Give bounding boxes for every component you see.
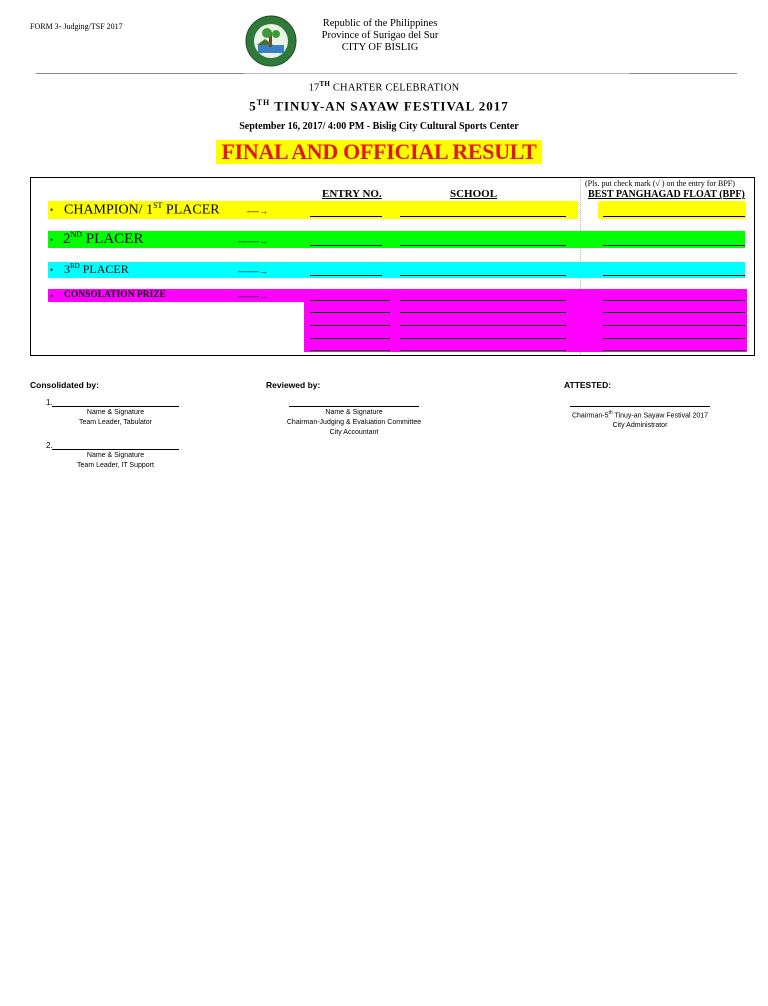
second-arrow: -------→ xyxy=(238,236,268,246)
consolation-bpf-field-5[interactable] xyxy=(603,350,745,351)
champion-school-field[interactable] xyxy=(400,216,566,217)
bpf-note: (Pls. put check mark (√ ) on the entry for BPF) xyxy=(585,179,735,188)
second-label-sup: ND xyxy=(70,230,83,239)
third-arrow: -------→ xyxy=(238,266,268,276)
third-school-field[interactable] xyxy=(400,275,566,276)
header-divider-left xyxy=(36,73,244,74)
second-school-field[interactable] xyxy=(400,245,566,246)
consolation-school-field-1[interactable] xyxy=(400,300,566,301)
consolation-block xyxy=(304,289,747,352)
reviewer-role-2: City Accountant xyxy=(329,429,379,436)
attested-label: ATTESTED: xyxy=(564,380,612,390)
consolation-bpf-field-3[interactable] xyxy=(603,325,745,326)
champion-bpf-field[interactable] xyxy=(603,216,745,217)
champion-label xyxy=(64,201,220,219)
festival-title xyxy=(0,98,758,114)
signatory-1-number: 1. xyxy=(46,398,53,407)
third-entry-field[interactable] xyxy=(310,275,382,276)
consolation-bullet: • xyxy=(50,291,54,301)
attester-role-2: City Administrator xyxy=(612,422,668,430)
consolation-school-field-5[interactable] xyxy=(400,350,566,351)
consolation-entry-field-4[interactable] xyxy=(310,338,390,339)
attester-role-1 xyxy=(550,408,730,421)
consolation-school-field-3[interactable] xyxy=(400,325,566,326)
header-divider-right xyxy=(630,73,737,74)
reviewer-caption xyxy=(264,408,444,438)
attester-role-1-post: Tinuy-an Sayaw Festival 2017 xyxy=(612,412,709,420)
attester-role-1-pre: Chairman-5 xyxy=(571,412,609,420)
third-label-main: 3 xyxy=(64,262,70,276)
attester-line[interactable] xyxy=(570,406,710,407)
signatory-2-line[interactable] xyxy=(52,449,179,450)
consolation-school-field-4[interactable] xyxy=(400,338,566,339)
third-bpf-field[interactable] xyxy=(603,275,745,276)
third-label-sup: RD xyxy=(70,262,80,270)
signatory-1-line[interactable] xyxy=(52,406,179,407)
charter-suffix: TH xyxy=(319,80,331,88)
festival-suffix: TH xyxy=(256,98,271,107)
second-bpf-field[interactable] xyxy=(603,245,745,246)
signatory-1-caption xyxy=(52,408,179,428)
government-header xyxy=(300,18,460,54)
champion-bullet: • xyxy=(50,205,54,215)
reviewed-by-label: Reviewed by: xyxy=(266,380,321,390)
festival-number: 5 xyxy=(249,98,257,114)
second-label-main: 2 xyxy=(63,231,71,247)
festival-text: TINUY-AN SAYAW FESTIVAL 2017 xyxy=(274,98,509,114)
charter-number: 17 xyxy=(308,82,320,94)
champion-arrow: ----→ xyxy=(247,206,268,216)
signatory-2-role: Team Leader, IT Support xyxy=(77,462,154,469)
form-code: FORM 3- Judging/TSF 2017 xyxy=(30,22,123,31)
charter-text: CHARTER CELEBRATION xyxy=(332,82,460,94)
reviewer-role-1: Chairman-Judging & Evaluation Committee xyxy=(286,419,422,426)
consolation-entry-field-3[interactable] xyxy=(310,325,390,326)
signatory-1-name: Name & Signature xyxy=(86,409,145,416)
province-line: Province of Surigao del Sur xyxy=(321,30,439,41)
second-label-rest: PLACER xyxy=(82,231,144,247)
champion-entry-field[interactable] xyxy=(310,216,382,217)
second-label xyxy=(63,230,143,248)
attester-caption xyxy=(550,408,730,431)
charter-celebration xyxy=(0,80,768,94)
entry-no-header: ENTRY NO. xyxy=(322,188,382,200)
consolation-arrow: -------→ xyxy=(238,291,268,301)
second-bullet: • xyxy=(50,235,54,245)
third-bullet: • xyxy=(50,265,54,275)
reviewer-name: Name & Signature xyxy=(325,409,383,416)
third-label xyxy=(64,262,129,277)
signatory-1-role: Team Leader, Tabulator xyxy=(78,419,153,426)
second-entry-field[interactable] xyxy=(310,245,382,246)
header-divider-middle xyxy=(244,73,630,74)
consolation-bpf-field-1[interactable] xyxy=(603,300,745,301)
consolation-bpf-field-4[interactable] xyxy=(603,338,745,339)
consolation-school-field-2[interactable] xyxy=(400,312,566,313)
champion-label-sup: ST xyxy=(153,201,163,210)
signatory-2-number: 2. xyxy=(46,441,53,450)
consolation-entry-field-1[interactable] xyxy=(310,300,390,301)
signatory-2-name: Name & Signature xyxy=(86,452,145,459)
event-date: September 16, 2017/ 4:00 PM - Bislig City Cultural Sports Center xyxy=(239,121,519,132)
republic-line: Republic of the Philippines xyxy=(322,18,438,29)
third-label-rest: PLACER xyxy=(79,262,129,276)
consolidated-by-label: Consolidated by: xyxy=(30,380,99,390)
reviewer-line[interactable] xyxy=(289,406,419,407)
bpf-header: BEST PANGHAGAD FLOAT (BPF) xyxy=(588,189,745,200)
champion-label-rest: PLACER xyxy=(162,202,220,218)
consolation-bpf-field-2[interactable] xyxy=(603,312,745,313)
consolation-label: CONSOLATION PRIZE xyxy=(64,290,166,300)
champion-label-main: CHAMPION/ 1 xyxy=(64,202,154,218)
attester-role-1-sup: th xyxy=(608,410,613,416)
school-header: SCHOOL xyxy=(450,188,498,200)
page-title: FINAL AND OFFICIAL RESULT xyxy=(216,140,542,164)
signatory-2-caption xyxy=(52,451,179,471)
city-line: CITY OF BISLIG xyxy=(341,42,419,53)
city-seal-logo xyxy=(245,15,297,67)
consolation-entry-field-5[interactable] xyxy=(310,350,390,351)
consolation-entry-field-2[interactable] xyxy=(310,312,390,313)
